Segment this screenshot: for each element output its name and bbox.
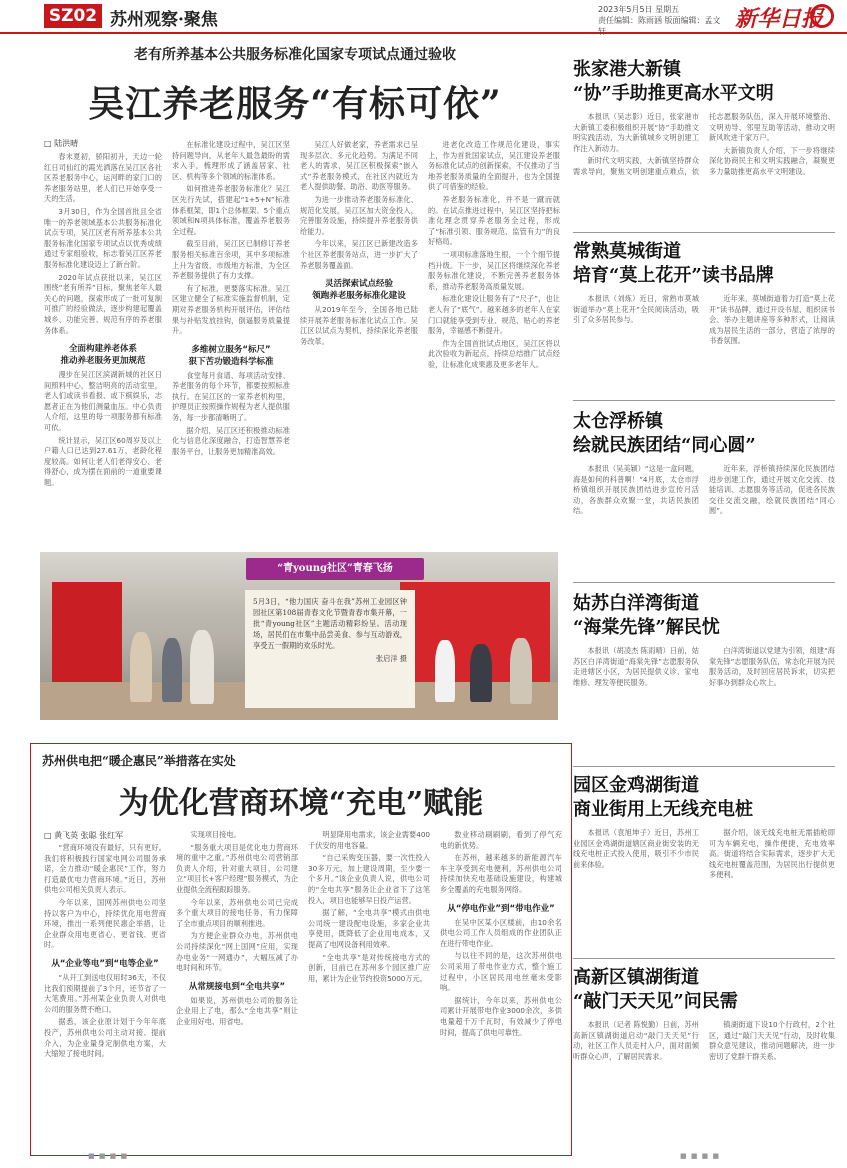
paragraph: 作为全国首批试点地区，吴江区将以此次验收为新起点，持续总结推广试点经验，让标准化成果惠及更多老年人。 [428, 338, 560, 369]
subheading: 从常规接电到“全电共享” [188, 981, 286, 992]
photo-credit: 张启洋 摄 [375, 654, 407, 663]
section-number: SZ02 [44, 4, 102, 28]
divider [573, 958, 835, 959]
paragraph: “自己采购变压器，要一次性投入30多万元，加上建设周期，至少要一个多月。”该企业负责人说，供电公司的“全电共享”服务让企业省下了这笔投入，项目也能够早日投产运营。 [308, 853, 430, 905]
photo-person [162, 638, 182, 702]
caption-text: 5月3日，“他力国庆 奋斗在我”苏州工业园区钟园社区第108届青春文化节暨青春市集开幕，一批“青young社区”主题活动精彩纷呈。活动现场，居民们在市集中品尝美食、参与互动游戏，享受五一假期的欢乐时光。 [253, 597, 407, 650]
paragraph: 本报讯（吴美颖）“这是一盒问题，海是如何的科普啊！”4月底，太仓市浮桥镇组织开展民族团结进步宣传月活动，各族群众欢聚一堂，共话民族团结。 [573, 464, 699, 516]
paragraph: 本报讯（胡凌杰 陈雨晴）日前，姑苏区白洋湾街道“海棠先锋”志愿服务队走进辖区小区，为居民提供义诊、家电维修、理发等便民服务。 [573, 646, 699, 687]
paragraph: 2020年试点获批以来，吴江区围绕“老有所养”目标，聚焦老年人最关心的问题，探索形成了一批可复制可推广的经验做法，逐步构建起覆盖城乡、功能完善、规范有序的养老服务体系。 [44, 272, 162, 335]
lead-column-4 [428, 140, 560, 544]
brief-headline: 高新区镇湖街道 “敲门天天见”问民需 [573, 967, 738, 1012]
paragraph: “营商环境没有最好，只有更好。我们将积极践行国家电网公司服务承诺，全力推动“暖企惠民”工作，努力打造最优电力营商环境。”近日，苏州供电公司相关负责人表示。 [44, 843, 166, 895]
masthead-meta [598, 4, 728, 37]
paragraph: “服务重大项目是优化电力营商环境的重中之重。”苏州供电公司营销部负责人介绍，针对重大项目，公司建立“项目长+客户经理”服务模式，为企业提供全流程跟踪服务。 [176, 842, 298, 894]
paragraph: 吴江人好做老家，养老需求已呈现多层次、多元化趋势。为满足不同老人的需求，吴江区积极探索“嵌入式”养老服务模式，在社区内就近为老人提供助餐、助浴、助医等服务。 [300, 140, 418, 192]
brief-body [573, 464, 835, 574]
paragraph: 今年以来，吴江区已新建改造多个社区养老服务站点，进一步扩大了养老服务覆盖面。 [300, 239, 418, 270]
feature-column-2 [176, 830, 298, 1149]
paragraph: 标准化建设让服务有了“尺子”，也让老人有了“底气”。越来越多的老年人在家门口就能享受到专业、规范、贴心的养老服务，幸福感不断提升。 [428, 294, 560, 336]
paragraph: “从开工到送电仅用时36天，不仅比我们预期提前了3个月，还节省了一大笔费用。”苏州某企业负责人对供电公司的服务赞不绝口。 [44, 972, 166, 1014]
photo-person [470, 644, 492, 702]
paragraph: 养老服务标准化，并不是一蹴而就的。在试点推进过程中，吴江区坚持把标准化理念贯穿养老服务全过程，形成了“标准引领、服务规范、监管有力”的良好格局。 [428, 194, 560, 247]
paragraph: 截至目前，吴江区已制修订养老服务相关标准百余项，其中多项标准上升为省级、市级地方标准，为全区养老服务提供了有力支撑。 [172, 239, 290, 281]
paragraph: 白洋湾街道以党建为引领，组建“海棠先锋”志愿服务队伍，常态化开展为民服务活动，及时回应居民诉求，切实把好事办到群众心坎上。 [709, 646, 835, 687]
photo-person [510, 638, 532, 704]
brief-zhenhu [573, 966, 835, 1150]
subheading: 灵活探索试点经验 领跑养老服务标准化建设 [312, 279, 406, 302]
feature-headline: 为优化营商环境“充电”赋能 [118, 786, 484, 821]
news-photo [40, 552, 558, 720]
feature-column-3 [308, 830, 430, 1149]
divider [573, 400, 835, 401]
divider [573, 582, 835, 583]
paragraph: 本报讯（吴志影）近日，张家港市大新镇工委积极组织开展“协”手助推文明实践活动，为大新镇城乡文明创建工作注入新动力。 [573, 112, 699, 153]
brief-body [573, 828, 835, 950]
lead-byline: □ 陆洪晴 [44, 139, 79, 148]
brief-gusu [573, 592, 835, 762]
paragraph: 统计显示，吴江区60周岁及以上户籍人口已达到27.61万，老龄化程度较高。如何让老人们老得安心、老得舒心，成为摆在面前的一道重要课题。 [44, 435, 162, 488]
photo-caption [245, 590, 415, 708]
paragraph: 如果说，苏州供电公司的服务让企业用上了电，那么“全电共享”则让企业用好电、用省电。 [176, 995, 298, 1026]
editors-line: 责任编辑：陈雨涵 版面编辑：孟文轩 [598, 16, 721, 36]
photo-person [190, 630, 214, 704]
paragraph: “全电共享”是对传统接电方式的创新，目前已在苏州多个园区推广应用，累计为企业节约投资5000万元。 [308, 952, 430, 983]
lead-column-3 [300, 140, 418, 544]
paragraph: 新时代文明实践，大新镇坚持群众需求导向，聚焦文明创建重点难点，依托志愿服务队伍，深入开展环境整治、文明劝导、邻里互助等活动，推动文明新风吹进千家万户。 [573, 112, 835, 176]
paragraph: 据介绍，吴江区还积极推动标准化与信息化深度融合，打造智慧养老服务平台，让服务更加精准高效。 [172, 425, 290, 456]
paragraph: 据介绍，该无线充电桩无需插枪即可为车辆充电，操作便捷，充电效率高。街道将结合实际需求，逐步扩大无线充电桩覆盖范围，为居民出行提供更多便利。 [709, 828, 835, 880]
feature-column-4 [440, 830, 562, 1149]
divider [573, 232, 835, 233]
paragraph: 今年以来，国网苏州供电公司坚持以客户为中心，持续优化用电营商环境，推出一系列便民惠企举措，让企业群众用电更省心、更省钱、更省时。 [44, 897, 166, 950]
lead-column-2 [172, 140, 290, 544]
paragraph: 从2019年至今，全国各地已陆续开展养老服务标准化试点工作。吴江区以试点为契机，持续深化养老服务改革。 [300, 305, 418, 346]
paragraph: 一项项标准落地生根，一个个细节提档升级。下一步，吴江区将继续深化养老服务标准化建设，不断完善养老服务体系，推动养老服务高质量发展。 [428, 249, 560, 291]
paragraph: 本报讯（记者 陈悦勤）日前，苏州高新区镇湖街道启动“敲门天天见”行动，社区工作人员走村入户，面对面倾听群众心声，了解居民需求。 [573, 1020, 699, 1061]
brief-body [573, 112, 835, 236]
photo-person [435, 640, 455, 702]
paragraph: 为进一步推动养老服务标准化、规范化发展，吴江区加大资金投入，完善服务设施，持续提升养老服务供给能力。 [300, 194, 418, 236]
brief-headline: 姑苏白洋湾街道 “海棠先锋”解民忧 [573, 593, 720, 638]
paragraph: 据了解，“全电共享”模式由供电公司统一建设配电设施，多家企业共享使用，既降低了企业用电成本，又提高了电网设备利用效率。 [308, 908, 430, 949]
logo-emblem-icon [810, 4, 834, 28]
paragraph: 本报讯（刘炼）近日，常熟市莫城街道举办“莫上花开”全民阅读活动，吸引了众多居民参与。 [573, 294, 699, 325]
paragraph: 有了标准，更要落实标准。吴江区建立健全了标准实施监督机制，定期对养老服务机构开展评估，评估结果与补贴发放挂钩，倒逼服务质量提升。 [172, 283, 290, 336]
paragraph: 近年来，莫城街道着力打造“莫上花开”读书品牌，通过开设书屋、组织读书会、举办主题讲座等多种形式，让阅读成为居民生活的一部分，营造了浓厚的书香氛围。 [709, 294, 835, 346]
paragraph: 近年来，浮桥镇持续深化民族团结进步创建工作，通过开展文化交流、技能培训、志愿服务等活动，促进各民族交往交流交融，绘就民族团结“同心圆”。 [709, 464, 835, 516]
paragraph: 在苏州，越来越多的新能源汽车车主享受到充电便利，苏州供电公司持续加快充电基础设施建设，构建城乡全覆盖的充电服务网络。 [440, 853, 562, 894]
paragraph: 在吴中区某小区楼前，由10余名供电公司工作人员组成的作业团队正在进行带电作业。 [440, 917, 562, 948]
newspaper-logo: 新华日报 [735, 6, 824, 32]
feature-deck: 苏州供电把“暖企惠民”举措落在实处 [42, 754, 236, 768]
subheading: 全面构建养老体系 推动养老服务更加规范 [60, 344, 146, 367]
section-title: 苏州观察·聚焦 [110, 10, 218, 30]
brief-body [573, 646, 835, 756]
paragraph: 在标准化建设过程中，吴江区坚持问题导向，从老年人最急最盼的需求入手，梳理形成了涵盖居家、社区、机构等多个领域的标准体系。 [172, 140, 290, 181]
paragraph: 食堂每月食谱、每项活动安排、养老服务的每个环节，都要按照标准执行。在吴江区的一家养老机构里，护理员正按照操作规程为老人提供服务，每一步都清晰明了。 [172, 370, 290, 423]
subheading: 多维树立服务“标尺” 狠下苦功锻造科学标准 [188, 344, 274, 367]
page-color-marks: ■ ■ ■ ■ [88, 1152, 129, 1160]
paragraph: 实现项目接电。 [190, 830, 241, 839]
brief-headline: 太仓浮桥镇 绘就民族团结“同心圆” [573, 411, 756, 456]
brief-body [573, 1020, 835, 1146]
brief-headline: 常熟莫城街道 培育“莫上花开”读书品牌 [573, 241, 774, 286]
paragraph: 为方便企业群众办电，苏州供电公司持续深化“网上国网”应用，实现办电业务“一网通办”，大幅压减了办电时间和环节。 [176, 931, 298, 973]
brief-changshu [573, 240, 835, 410]
photo-banner: “青young社区”青春飞扬 [246, 558, 424, 580]
feature-column-1 [44, 843, 166, 1149]
paragraph: 3月30日，作为全国首批且全省唯一的养老领域基本公共服务标准化试点专项，吴江区老有所养基本公共服务标准化国家专项试点以优秀成绩通过专家组验收，标志着吴江区养老服务标准化建设迈上了新台阶。 [44, 206, 162, 269]
photo-person [130, 632, 152, 702]
lead-headline: 吴江养老服务“有标可依” [88, 83, 502, 125]
paragraph: 据统计，今年以来，苏州供电公司累计开展带电作业3000余次，多供电量超千万千瓦时，有效减少了停电时间，提高了供电可靠性。 [440, 995, 562, 1037]
brief-headline: 园区金鸡湖街道 商业街用上无线充电桩 [573, 775, 753, 820]
brief-body [573, 294, 835, 404]
issue-date: 2023年5月5日 星期五 [598, 5, 680, 14]
paragraph: 数业移动刷刷刷，看到了停气充电的新优势。 [440, 830, 562, 850]
subheading: 从“企业等电”到“电等企业” [51, 958, 159, 969]
paragraph: 春末夏初，骄阳初升，天边一轮红日司仙红的霞光洒落在吴江区各社区养老服务中心，运河畔的家门口的养老服务站里，老人们已开始享受一天的生活。 [44, 152, 162, 204]
feature-byline: □ 黄飞英 张聪 张红军 [44, 831, 124, 840]
paragraph: 本报讯（袁旭坤子）近日，苏州工业园区金鸡湖街道辖区商业街安装的无线充电桩正式投入使用，吸引不少市民前来体验。 [573, 828, 699, 869]
paragraph: 与以往不同的是，这次苏州供电公司采用了带电作业方式，整个施工过程中，小区居民用电丝毫未受影响。 [440, 951, 562, 993]
page-color-marks: ■ ■ ■ ■ [680, 1152, 721, 1160]
brief-taicang [573, 410, 835, 580]
lead-deck: 老有所养基本公共服务标准化国家专项试点通过验收 [134, 47, 456, 63]
brief-zhangjiagang [573, 58, 835, 238]
subheading: 从“停电作业”到“带电作业” [447, 903, 555, 914]
paragraph: 漫步在吴江区滨湖新城的社区日间照料中心，整洁明亮的活动室里，老人们或读书看报、或下棋娱乐，志愿者正在为他们测量血压。中心负责人介绍，这里的每一项服务都有标准可依。 [44, 370, 162, 433]
brief-headline: 张家港大新镇 “协”手助推更高水平文明 [573, 59, 774, 104]
divider [573, 766, 835, 767]
paragraph: 明显降用电需求，该企业需要400千伏安的用电容量。 [308, 830, 430, 850]
paragraph: 大新镇负责人介绍，下一步将继续深化协商民主和文明实践融合，凝聚更多力量助推更高水平文明建设。 [709, 145, 835, 176]
masthead [0, 0, 847, 34]
paragraph: 据悉，该企业原计划于今年年底投产，苏州供电公司主动对接、提前介入，为企业量身定制供电方案，大大缩短了接电时间。 [44, 1017, 166, 1059]
paragraph: 如何推进养老服务标准化？吴江区先行先试，搭建起“1+5+N”标准体系框架，即1个总体框架、5个重点领域和N项具体标准，覆盖养老服务全过程。 [172, 184, 290, 236]
lead-column-1 [44, 152, 162, 544]
paragraph: 镇湖街道下设10个行政村，2个社区，通过“敲门天天见”行动，及时收集群众意见建议，推动问题解决，进一步密切了党群干群关系。 [709, 1020, 835, 1061]
brief-jinjihu [573, 774, 835, 954]
paragraph: 今年以来，苏州供电公司已完成多个重大项目的接电任务，有力保障了全市重点项目的顺利推进。 [176, 897, 298, 928]
paragraph: 进老化改造工作规范化建设，事实上，作为首批国家试点，吴江建设养老服务标准化试点的创新探索，不仅推动了当地养老服务质量的全面提升，也为全国提供了可借鉴的经验。 [428, 140, 560, 192]
photo-red-stall [52, 582, 122, 692]
